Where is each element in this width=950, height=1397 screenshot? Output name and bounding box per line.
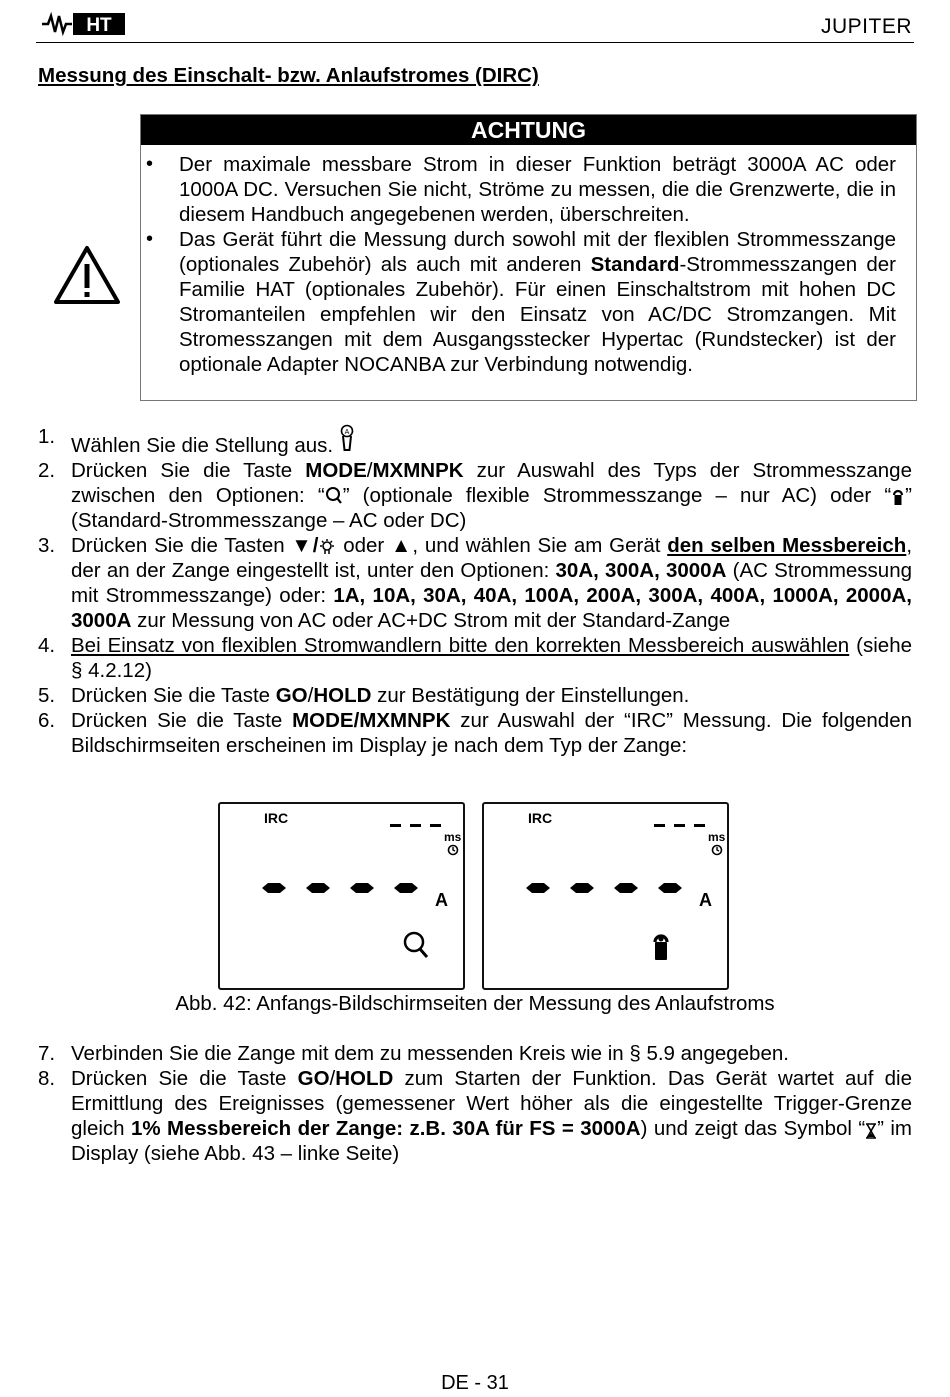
- warning-title: ACHTUNG: [141, 115, 916, 145]
- step-3: 3. Drücken Sie die Tasten ▼/ oder ▲, und wählen Sie am Gerät den selben Messbereich, der an der Zange eingestellt ist, unter den Optionen: 30A, 300A, 3000A (AC Strommessung mit Strommesszange) oder: 1A, 10A, 30A, 40A, 100A, 200A, 300A, 400A, 1000A, 2000A, 3000A zur Messung von AC oder AC+DC Strom mit der Standard-Zange: [38, 534, 913, 632]
- lcd-time-unit: ms: [444, 830, 462, 844]
- lcd-digits: [524, 880, 684, 896]
- page-number: DE - 31: [441, 1372, 509, 1394]
- flexible-clamp-icon: [325, 486, 343, 506]
- step-4: 4. Bei Einsatz von flexiblen Stromwandlern bitte den korrekten Messbereich auswählen (siehe § 4.2.12): [38, 634, 912, 682]
- header-divider: [36, 42, 914, 43]
- lcd-display-standard: [482, 802, 729, 990]
- lcd-dashes: [390, 820, 444, 830]
- lcd-display-flexible: [218, 802, 465, 990]
- step-8: 8. Drücken Sie die Taste GO/HOLD zum Starten der Funktion. Das Gerät wartet auf die Ermittlung des Ereignisses (gemessener Wert höher als die eingestellte Trigger-Grenze gleich 1% Messbereich der Zange: z.B. 30A für FS = 3000A) und zeigt das Symbol “ ” im Display (siehe Abb. 43 – linke Seite): [38, 1067, 913, 1165]
- lcd-digits: [260, 880, 420, 896]
- lcd-mode-label: IRC: [528, 810, 553, 826]
- model-name: JUPITER: [820, 15, 912, 38]
- standard-clamp-icon: [891, 486, 905, 506]
- lcd-current-unit: A: [435, 890, 448, 910]
- backlight-icon: [318, 538, 336, 556]
- warning-list: [140, 152, 896, 377]
- step-7: 7. Verbinden Sie die Zange mit dem zu messenden Kreis wie in § 5.9 angegeben.: [38, 1042, 789, 1065]
- flexible-clamp-icon: [402, 930, 432, 962]
- step-1: 1. Wählen Sie die Stellung aus. A: [38, 424, 912, 458]
- lcd-timer-icon: [446, 844, 460, 856]
- svg-text:A: A: [344, 429, 350, 436]
- lcd-timer-icon: [710, 844, 724, 856]
- steps-list: [38, 424, 912, 758]
- warning-item: • Das Gerät führt die Messung durch sowohl mit der flexiblen Strommesszange (optionales Zubehör) als auch mit anderen Standard-Strommesszangen der Familie HAT (optionales Zubehör). Für einen Einschaltstrom mit hohen DC Stromanteilen empfehlen wir den Einsatz von AC/DC Stromzangen. Mit Stromesszangen mit dem Ausgangsstecker Hypertac (Rundstecker) ist der optionale Adapter NOCANBA zur Verbindung notwendig.: [140, 227, 896, 377]
- section-title: Messung des Einschalt- bzw. Anlaufstromes (DIRC): [38, 64, 539, 87]
- standard-clamp-icon: [650, 928, 672, 962]
- ht-logo: [40, 12, 128, 36]
- step-5: 5. Drücken Sie die Taste GO/HOLD zur Bestätigung der Einstellungen.: [38, 684, 690, 707]
- steps-list-continued: [38, 1041, 912, 1166]
- lcd-time-unit: ms: [708, 830, 726, 844]
- lcd-mode-label: IRC: [264, 810, 289, 826]
- warning-triangle-icon: [52, 244, 122, 306]
- step-6: 6. Drücken Sie die Taste MODE/MXMNPK zur Auswahl der “IRC” Messung. Die folgenden Bildschirmseiten erscheinen im Display je nach dem Typ der Zange:: [38, 709, 913, 757]
- lcd-current-unit: A: [699, 890, 712, 910]
- warning-item: • Der maximale messbare Strom in dieser Funktion beträgt 3000A AC oder 1000A DC. Versuchen Sie nicht, Ströme zu messen, die die Grenzwerte, die in diesem Handbuch angegebenen werden, überschreiten.: [140, 152, 896, 227]
- step-2: 2. Drücken Sie die Taste MODE/MXMNPK zur Auswahl des Typs der Strommesszange zwischen den Optionen: “ ” (optionale flexible Strommesszange – nur AC) oder “ ” (Standard-Strommesszange – AC oder DC): [38, 459, 912, 532]
- hourglass-icon: [865, 1123, 877, 1139]
- brand-text: HT: [86, 15, 112, 36]
- clamp-dial-icon: [339, 424, 355, 454]
- figure-caption: Abb. 42: Anfangs-Bildschirmseiten der Messung des Anlaufstroms: [175, 992, 775, 1015]
- lcd-dashes: [654, 820, 708, 830]
